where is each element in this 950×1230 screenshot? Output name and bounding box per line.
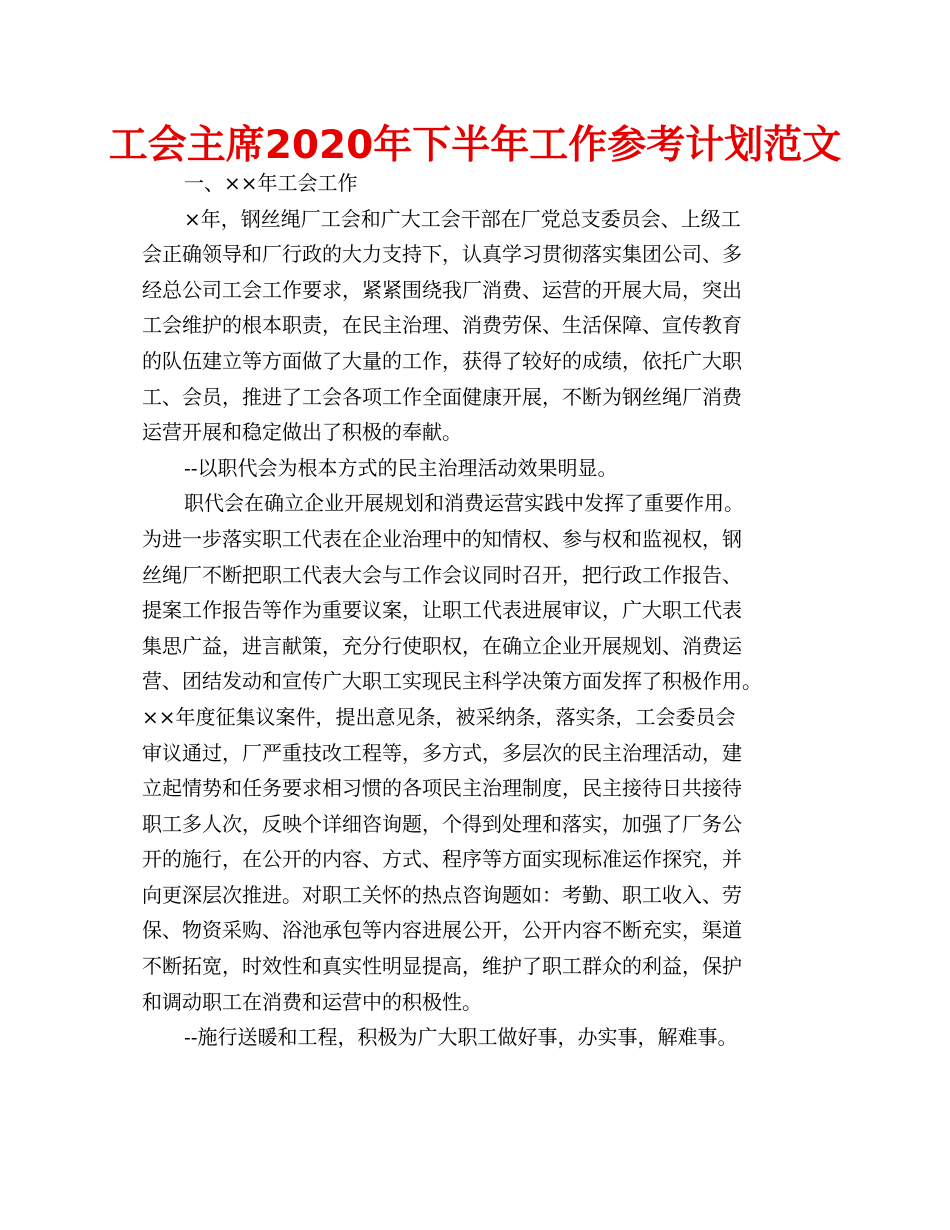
text-line: 审议通过，厂严重技改工程等，多方式，多层次的民主治理活动，建 xyxy=(142,740,742,765)
text-line: 保、物资采购、浴池承包等内容进展公开，公开内容不断充实，渠道 xyxy=(142,918,742,943)
text-line: 集思广益，进言献策，充分行使职权，在确立企业开展规划、消费运 xyxy=(142,633,742,658)
text-line: 运营开展和稳定做出了积极的奉献。 xyxy=(142,420,462,445)
document-body xyxy=(142,166,812,1056)
text-line: 的队伍建立等方面做了大量的工作，获得了较好的成绩，依托广大职 xyxy=(142,348,742,373)
text-line: ××年度征集议案件，提出意见条，被采纳条，落实条，工会委员会 xyxy=(142,704,736,729)
text-line: 提案工作报告等作为重要议案，让职工代表进展审议，广大职工代表 xyxy=(142,598,742,623)
text-line: 会正确领导和厂行政的大力支持下，认真学习贯彻落实集团公司、多 xyxy=(142,242,742,267)
text-line: ×年，钢丝绳厂工会和广大工会干部在厂党总支委员会、上级工 xyxy=(184,206,741,231)
text-line: 丝绳厂不断把职工代表大会与工作会议同时召开，把行政工作报告、 xyxy=(142,562,742,587)
text-line: 和调动职工在消费和运营中的积极性。 xyxy=(142,989,482,1014)
text-line: 为进一步落实职工代表在企业治理中的知情权、参与权和监视权，钢 xyxy=(142,526,742,551)
text-line: 开的施行，在公开的内容、方式、程序等方面实现标准运作探究，并 xyxy=(142,847,742,872)
text-line: 工会维护的根本职责，在民主治理、消费劳保、生活保障、宣传教育 xyxy=(142,313,742,338)
text-line: 经总公司工会工作要求，紧紧围绕我厂消费、运营的开展大局，突出 xyxy=(142,277,742,302)
text-line: 职代会在确立企业开展规划和消费运营实践中发挥了重要作用。 xyxy=(184,491,744,516)
document-title: 工会主席2020年下半年工作参考计划范文 xyxy=(108,123,842,168)
text-line: --以职代会为根本方式的民主治理活动效果明显。 xyxy=(184,455,618,480)
text-line: 立起情势和任务要求相习惯的各项民主治理制度，民主接待日共接待 xyxy=(142,776,742,801)
text-line: 向更深层次推进。对职工关怀的热点咨询题如：考勤、职工收入、劳 xyxy=(142,882,742,907)
text-line: 营、团结发动和宣传广大职工实现民主科学决策方面发挥了积极作用。 xyxy=(142,669,762,694)
text-line: 一、××年工会工作 xyxy=(184,171,358,195)
text-line: 不断拓宽，时效性和真实性明显提高，维护了职工群众的利益，保护 xyxy=(142,954,742,979)
text-line: 工、会员，推进了工会各项工作全面健康开展，不断为钢丝绳厂消费 xyxy=(142,384,742,409)
text-line: 职工多人次，反映个详细咨询题，个得到处理和落实，加强了厂务公 xyxy=(142,811,742,836)
text-line: --施行送暖和工程，积极为广大职工做好事，办实事，解难事。 xyxy=(184,1025,738,1050)
